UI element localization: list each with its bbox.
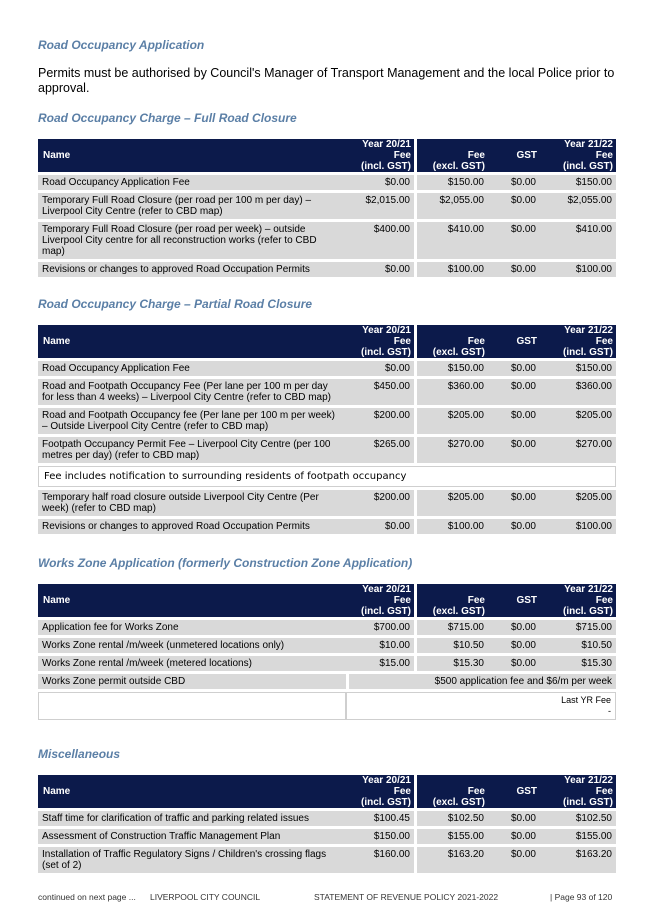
header-year-2122 (540, 584, 616, 617)
header-incl-label: (incl. GST) (563, 797, 613, 808)
last-yr-row (38, 692, 616, 720)
row-name: Footpath Occupancy Permit Fee – Liverpool City Centre (per 100 metres per day) (refer to CBD map) (38, 437, 346, 463)
row-fee-2021: $700.00 (346, 620, 414, 635)
footer-continued: continued on next page ... (38, 892, 136, 902)
row-fee-2122: $360.00 (540, 379, 616, 405)
table-row (38, 847, 616, 873)
row-gst: $0.00 (488, 620, 540, 635)
row-fee-2122: $270.00 (540, 437, 616, 463)
row-fee-excl: $100.00 (414, 519, 488, 534)
section-miscellaneous (38, 747, 616, 876)
header-gst: GST (488, 325, 540, 358)
row-fee-2021: $100.45 (346, 811, 414, 826)
header-fee-excl (414, 775, 488, 808)
row-fee-2122: $100.00 (540, 519, 616, 534)
footer-statement: STATEMENT OF REVENUE POLICY 2021-2022 (314, 892, 499, 902)
table-row (38, 379, 616, 405)
table-row (38, 829, 616, 844)
row-name: Works Zone permit outside CBD (38, 674, 346, 689)
header-fee-excl (414, 325, 488, 358)
row-fee-2021: $200.00 (346, 408, 414, 434)
header-excl-label: (excl. GST) (432, 161, 485, 172)
table-header-row (38, 775, 616, 808)
footpath-notification-note: Fee includes notification to surrounding residents of footpath occupancy (38, 466, 616, 487)
row-gst: $0.00 (488, 175, 540, 190)
row-fee-2122: $715.00 (540, 620, 616, 635)
row-name: Works Zone rental /m/week (unmetered locations only) (38, 638, 346, 653)
row-fee-2021: $0.00 (346, 262, 414, 277)
header-gst: GST (488, 584, 540, 617)
header-fee-label: Fee (467, 595, 485, 606)
row-gst: $0.00 (488, 847, 540, 873)
table-row (38, 638, 616, 653)
header-fee-label: Fee (393, 336, 411, 347)
header-incl-label: (incl. GST) (563, 606, 613, 617)
row-fee-2021: $0.00 (346, 175, 414, 190)
header-fee-label: Fee (393, 150, 411, 161)
footer-page-number: | Page 93 of 120 (550, 892, 613, 902)
section-works-zone (38, 556, 616, 723)
table-row (38, 222, 616, 259)
header-incl-label: (incl. GST) (563, 347, 613, 358)
header-year-label: Year 21/22 (564, 325, 613, 336)
table-row (38, 620, 616, 635)
header-year-label: Year 21/22 (564, 584, 613, 595)
section-road-occupancy-application (38, 38, 616, 96)
row-name: Road Occupancy Application Fee (38, 175, 346, 190)
row-gst: $0.00 (488, 437, 540, 463)
row-fee-2021: $400.00 (346, 222, 414, 259)
header-year-label: Year 20/21 (362, 325, 411, 336)
fee-table (38, 581, 616, 723)
fee-table (38, 772, 616, 876)
header-fee-excl (414, 584, 488, 617)
row-gst: $0.00 (488, 379, 540, 405)
header-gst: GST (488, 139, 540, 172)
row-fee-2021: $150.00 (346, 829, 414, 844)
row-fee-2122: $10.50 (540, 638, 616, 653)
fee-table (38, 136, 616, 280)
row-fee-2021: $15.00 (346, 656, 414, 671)
header-incl-label: (incl. GST) (361, 347, 411, 358)
header-fee-label: Fee (595, 150, 613, 161)
section-heading: Road Occupancy Charge – Full Road Closure (38, 111, 297, 125)
table-row (38, 262, 616, 277)
row-name: Application fee for Works Zone (38, 620, 346, 635)
blank-cell (38, 692, 346, 720)
header-year-label: Year 20/21 (362, 139, 411, 150)
header-fee-label: Fee (467, 336, 485, 347)
row-gst: $0.00 (488, 193, 540, 219)
row-gst: $0.00 (488, 262, 540, 277)
header-year-label: Year 21/22 (564, 775, 613, 786)
row-fee-excl: $410.00 (414, 222, 488, 259)
row-fee-excl: $360.00 (414, 379, 488, 405)
row-fee-2122: $155.00 (540, 829, 616, 844)
row-name: Installation of Traffic Regulatory Signs / Children's crossing flags (set of 2) (38, 847, 346, 873)
row-fee-2021: $200.00 (346, 490, 414, 516)
row-fee-2021: $0.00 (346, 519, 414, 534)
row-gst: $0.00 (488, 656, 540, 671)
section-heading: Road Occupancy Application (38, 38, 205, 52)
header-excl-label: (excl. GST) (432, 797, 485, 808)
section-heading: Works Zone Application (formerly Construction Zone Application) (38, 556, 413, 570)
header-year-2122 (540, 775, 616, 808)
row-fee-2122: $163.20 (540, 847, 616, 873)
header-incl-label: (incl. GST) (361, 161, 411, 172)
header-incl-label: (incl. GST) (361, 797, 411, 808)
row-fee-excl: $102.50 (414, 811, 488, 826)
row-fee-2122: $2,055.00 (540, 193, 616, 219)
header-fee-label: Fee (467, 150, 485, 161)
row-name: Road and Footpath Occupancy Fee (Per lane per 100 m per day for less than 4 weeks) – Liverpool City Centre (refer to CBD map) (38, 379, 346, 405)
row-fee-2021: $265.00 (346, 437, 414, 463)
row-fee-2021: $450.00 (346, 379, 414, 405)
table-row (38, 193, 616, 219)
row-fee-excl: $150.00 (414, 175, 488, 190)
header-name: Name (38, 325, 346, 358)
header-year-2021 (346, 325, 414, 358)
row-name: Temporary Full Road Closure (per road per 100 m per day) – Liverpool City Centre (refer to CBD map) (38, 193, 346, 219)
row-fee-excl: $205.00 (414, 490, 488, 516)
row-fee-2122: $15.30 (540, 656, 616, 671)
header-name: Name (38, 139, 346, 172)
table-row (38, 490, 616, 516)
row-fee-2021: $10.00 (346, 638, 414, 653)
header-name: Name (38, 584, 346, 617)
table-row (38, 656, 616, 671)
header-excl-label: (excl. GST) (432, 347, 485, 358)
row-gst: $0.00 (488, 811, 540, 826)
row-name: Road and Footpath Occupancy fee (Per lane per 100 m per week) – Outside Liverpool City Centre (refer to CBD map) (38, 408, 346, 434)
header-fee-label: Fee (595, 786, 613, 797)
row-fee-2122: $100.00 (540, 262, 616, 277)
row-fee-2122: $205.00 (540, 490, 616, 516)
header-fee-label: Fee (595, 595, 613, 606)
header-excl-label: (excl. GST) (432, 606, 485, 617)
row-fee-2122: $150.00 (540, 175, 616, 190)
approval-paragraph: Permits must be authorised by Council's Manager of Transport Management and the local Police prior to approval. (38, 66, 615, 95)
footer-council: LIVERPOOL CITY COUNCIL (150, 892, 261, 902)
row-fee-2021: $0.00 (346, 361, 414, 376)
row-name: Temporary Full Road Closure (per road per week) – outside Liverpool City centre for all reconstruction works (refer to CBD map) (38, 222, 346, 259)
row-name: Assessment of Construction Traffic Management Plan (38, 829, 346, 844)
row-fee-excl: $715.00 (414, 620, 488, 635)
row-fee-excl: $163.20 (414, 847, 488, 873)
header-year-2122 (540, 139, 616, 172)
row-name: Road Occupancy Application Fee (38, 361, 346, 376)
table-header-row (38, 584, 616, 617)
row-gst: $0.00 (488, 829, 540, 844)
header-fee-label: Fee (467, 786, 485, 797)
row-gst: $0.00 (488, 490, 540, 516)
header-fee-label: Fee (393, 786, 411, 797)
row-fee-excl: $100.00 (414, 262, 488, 277)
table-row (38, 519, 616, 534)
section-heading: Miscellaneous (38, 747, 121, 761)
table-row (38, 175, 616, 190)
row-fee-2122: $205.00 (540, 408, 616, 434)
section-partial-road-closure (38, 297, 616, 537)
header-year-label: Year 21/22 (564, 139, 613, 150)
table-row (38, 437, 616, 463)
section-full-road-closure (38, 111, 616, 280)
row-fee-excl: $15.30 (414, 656, 488, 671)
header-year-2021 (346, 584, 414, 617)
header-gst: GST (488, 775, 540, 808)
row-fee-excl: $150.00 (414, 361, 488, 376)
header-fee-label: Fee (595, 336, 613, 347)
section-heading: Road Occupancy Charge – Partial Road Closure (38, 297, 313, 311)
row-name: Revisions or changes to approved Road Occupation Permits (38, 262, 346, 277)
row-gst: $0.00 (488, 519, 540, 534)
header-year-2021 (346, 775, 414, 808)
row-fee-excl: $155.00 (414, 829, 488, 844)
row-fee-2122: $150.00 (540, 361, 616, 376)
row-fee-excl: $10.50 (414, 638, 488, 653)
row-fee-2122: $102.50 (540, 811, 616, 826)
last-yr-fee-cell (346, 692, 616, 720)
table-row (38, 811, 616, 826)
table-row (38, 674, 616, 689)
row-fee-2021: $160.00 (346, 847, 414, 873)
table-note-row (38, 466, 616, 487)
header-year-2021 (346, 139, 414, 172)
row-name: Temporary half road closure outside Liverpool City Centre (Per week) (refer to CBD map) (38, 490, 346, 516)
row-fee-2122: $410.00 (540, 222, 616, 259)
table-header-row (38, 139, 616, 172)
header-year-label: Year 20/21 (362, 584, 411, 595)
fee-table (38, 322, 616, 537)
header-name: Name (38, 775, 346, 808)
header-year-2122 (540, 325, 616, 358)
row-fee-excl: $205.00 (414, 408, 488, 434)
row-gst: $0.00 (488, 222, 540, 259)
last-yr-fee-label: Last YR Fee (561, 695, 611, 705)
header-incl-label: (incl. GST) (563, 161, 613, 172)
row-gst: $0.00 (488, 638, 540, 653)
row-name: Revisions or changes to approved Road Occupation Permits (38, 519, 346, 534)
header-incl-label: (incl. GST) (361, 606, 411, 617)
row-fee-description: $500 application fee and $6/m per week (346, 674, 616, 689)
table-row (38, 408, 616, 434)
row-name: Works Zone rental /m/week (metered locations) (38, 656, 346, 671)
header-year-label: Year 20/21 (362, 775, 411, 786)
table-row (38, 361, 616, 376)
header-fee-excl (414, 139, 488, 172)
row-fee-excl: $2,055.00 (414, 193, 488, 219)
row-name: Staff time for clarification of traffic and parking related issues (38, 811, 346, 826)
row-gst: $0.00 (488, 361, 540, 376)
row-fee-2021: $2,015.00 (346, 193, 414, 219)
row-gst: $0.00 (488, 408, 540, 434)
last-yr-fee-value: - (608, 706, 611, 716)
header-fee-label: Fee (393, 595, 411, 606)
row-fee-excl: $270.00 (414, 437, 488, 463)
table-header-row (38, 325, 616, 358)
